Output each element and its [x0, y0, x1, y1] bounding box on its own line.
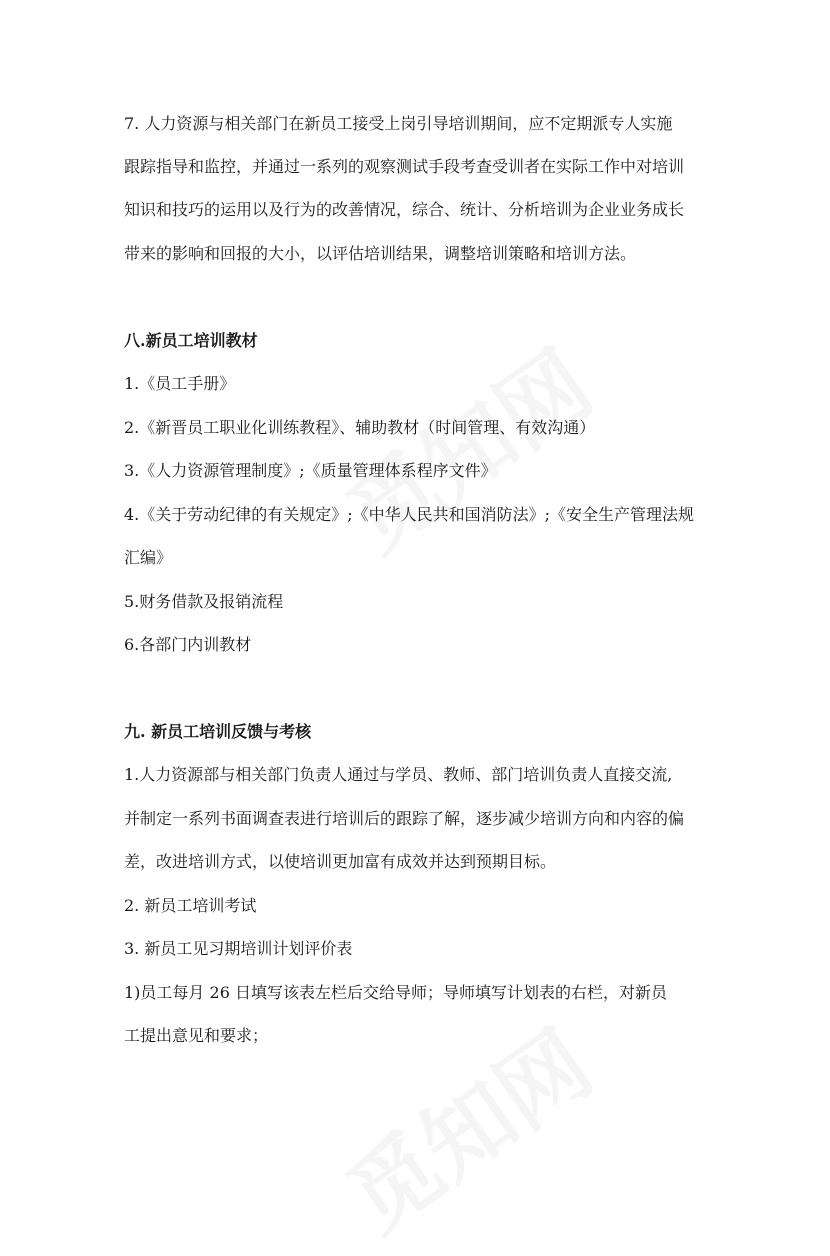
paragraph-line: 1)员工每月 26 日填写该表左栏后交给导师；导师填写计划表的右栏，对新员 — [124, 983, 667, 1002]
section-heading: 九. 新员工培训反馈与考核 — [124, 722, 312, 741]
paragraph-line: 知识和技巧的运用以及行为的改善情况，综合、统计、分析培训为企业业务成长 — [124, 200, 685, 219]
paragraph-line: 带来的影响和回报的大小，以评估培训结果，调整培训策略和培训方法。 — [124, 244, 637, 263]
paragraph-line: 7. 人力资源与相关部门在新员工接受上岗引导培训期间，应不定期派专人实施 — [124, 114, 673, 133]
section-heading: 八.新员工培训教材 — [124, 331, 258, 350]
list-item: 3.《人力资源管理制度》;《质量管理体系程序文件》 — [124, 461, 497, 480]
paragraph-line: 1.人力资源部与相关部门负责人通过与学员、教师、部门培训负责人直接交流, — [124, 765, 673, 784]
list-item: 2.《新晋员工职业化训练教程》、辅助教材（时间管理、有效沟通） — [124, 418, 596, 437]
paragraph-line: 并制定一系列书面调查表进行培训后的跟踪了解，逐步减少培训方向和内容的偏 — [124, 809, 685, 828]
list-item: 4.《关于劳动纪律的有关规定》;《中华人民共和国消防法》;《安全生产管理法规 — [124, 505, 695, 524]
list-item: 1.《员工手册》 — [124, 374, 236, 393]
list-item: 2. 新员工培训考试 — [124, 896, 257, 915]
list-item: 5.财务借款及报销流程 — [124, 592, 284, 611]
paragraph-line: 跟踪指导和监控，并通过一系列的观察测试手段考查受训者在实际工作中对培训 — [124, 157, 685, 176]
watermark — [317, 994, 613, 1255]
list-item: 汇编》 — [124, 548, 173, 567]
paragraph-line: 工提出意见和要求； — [124, 1026, 269, 1045]
list-item: 6.各部门内训教材 — [124, 635, 252, 654]
watermark — [317, 314, 613, 575]
paragraph-line: 差，改进培训方式，以使培训更加富有成效并达到预期目标。 — [124, 852, 557, 871]
list-item: 3. 新员工见习期培训计划评价表 — [124, 939, 353, 958]
